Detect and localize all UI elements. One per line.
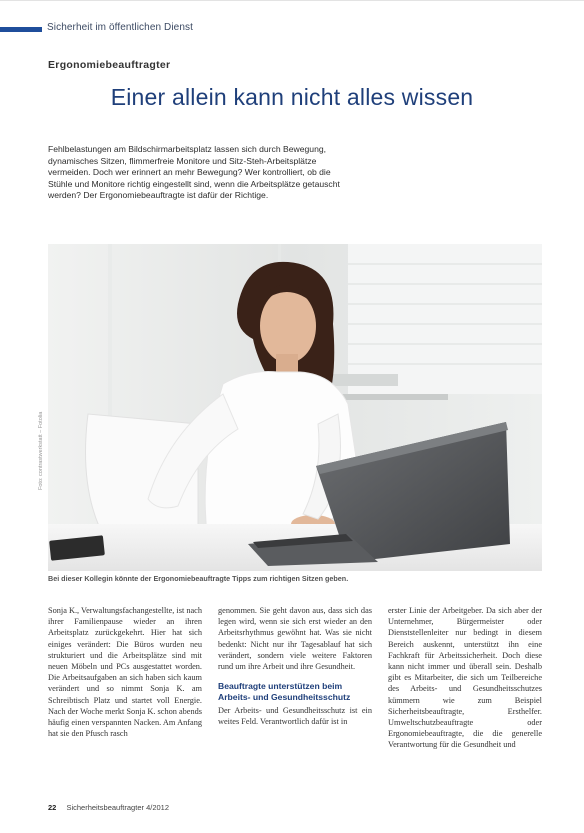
office-woman-laptop-illustration	[48, 244, 542, 571]
page-number: 22	[48, 803, 57, 812]
article-kicker: Ergonomiebeauftragter	[48, 59, 171, 71]
subheading: Beauftragte unterstützen beim Arbeits- und Gesundheitsschutz	[218, 681, 351, 703]
lead-line: werden? Der Ergonomiebeauftragte ist dafür der Richtige.	[48, 190, 269, 201]
article-lead	[48, 144, 378, 202]
body-paragraph: genommen. Sie geht davon aus, dass sich das legen wird, wenn sie sich erst wieder an den Arbeitsrhythmus gewöhnt hat. Was sie nicht bedenkt: Nicht nur ihr Tagesablauf hat sich verändert, sondern viele weitere Faktoren rund um ihre Arbeit und ihre Gesundheit.	[218, 606, 372, 672]
publication-name: Sicherheitsbeauftragter 4/2012	[66, 803, 170, 812]
lead-line: Fehlbelastungen am Bildschirmarbeitsplatz lassen sich durch Bewegung,	[48, 144, 327, 154]
page-footer	[48, 803, 169, 812]
lead-line: vermeiden. Doch wer erinnert an mehr Bewegung? Wer kontrolliert, ob die	[48, 167, 331, 178]
section-color-bar	[0, 27, 42, 32]
lead-line: dynamisches Sitzen, flimmerfreie Monitore und Sitz-Steh-Arbeitsplätze	[48, 155, 317, 166]
text-column-3	[388, 605, 542, 751]
article-headline: Einer allein kann nicht alles wissen	[110, 84, 474, 110]
photo-caption: Bei dieser Kollegin könnte der Ergonomiebeauftragte Tipps zum richtigen Sitzen geben.	[48, 574, 349, 583]
body-paragraph: Der Arbeits- und Gesundheitsschutz ist ein weites Feld. Verantwortlich dafür ist in	[218, 706, 372, 727]
photo-credit: Foto: contrastwerkstatt – Fotolia	[38, 411, 44, 490]
article-photo	[48, 244, 542, 571]
body-paragraph: erster Linie der Arbeitgeber. Da sich aber der Unternehmer, Bürgermeister oder Dienststellenleiter nur bedingt in diesem Bereich auskennt, unterstützt ihn eine Fachkraft für Arbeitssicherheit. Doch diese kann nicht immer und überall sein. Deshalb gibt es Mitarbeiter, die sich um Teilbereiche des Arbeits- und Gesundheitsschutzes kümmern wie zum Beispiel Sicherheitsbeauftragte, Ersthelfer. Umweltschutzbeauftragte oder Ergonomiebeauftragte, die die generelle Verantwortung für die Gesundheit und	[388, 606, 542, 750]
lead-line: Stühle und Monitore richtig eingestellt sind, wenn die Arbeitsplätze getauscht	[48, 178, 340, 189]
top-rule	[0, 0, 584, 1]
body-paragraph: Sonja K., Verwaltungsfachangestellte, ist nach ihrer Familienpause wieder an ihren Arbeitsplatz zurückgekehrt. Hier hat sich einiges verändert: Die Büros wurden neu strukturiert und die Arbeitsplätze sind mit neuen Möbeln und PCs ausgestattet worden. Die Arbeitsaufgaben an sich haben sich kaum verändert und so nimmt Sonja K. am Schreibtisch Platz und startet voll Energie. Nach der Woche merkt Sonja K. schon abends häufig einen verspannten Nacken. Am Anfang hat sie den Pfusch rasch	[48, 606, 203, 739]
text-column-1	[48, 605, 202, 739]
text-column-2	[218, 605, 372, 728]
section-label: Sicherheit im öffentlichen Dienst	[47, 22, 193, 33]
